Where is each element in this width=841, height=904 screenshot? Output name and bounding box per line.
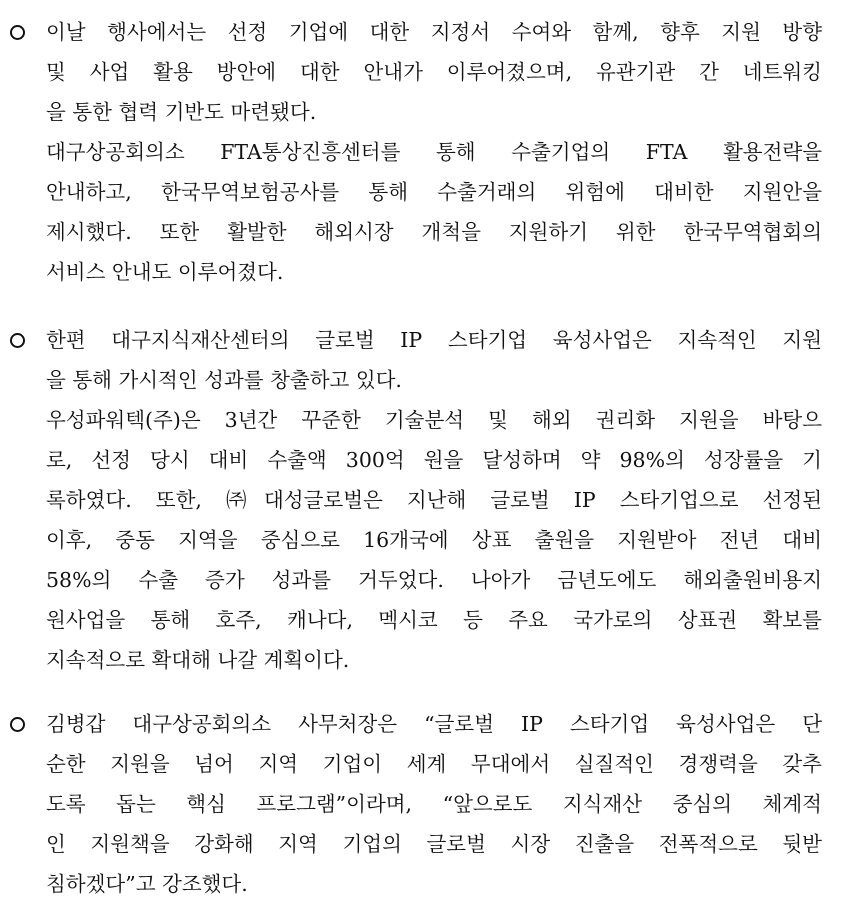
text-line: 서비스 안내도 이루어졌다. (46, 260, 284, 284)
text-line: 을 통해 가시적인 성과를 창출하고 있다. (46, 368, 402, 392)
text-line: 김병갑 대구상공회의소 사무처장은 “글로벌 IP 스타기업 육성사업은 단 (46, 712, 822, 736)
text-line: 이후, 중동 지역을 중심으로 16개국에 상표 출원을 지원받아 전년 대비 (46, 528, 822, 552)
text-line: 및 사업 활용 방안에 대한 안내가 이루어졌으며, 유관기관 간 네트워킹 (46, 60, 822, 84)
text-line: 지속적으로 확대해 나갈 계획이다. (46, 648, 350, 672)
text-line: 한편 대구지식재산센터의 글로벌 IP 스타기업 육성사업은 지속적인 지원 (46, 328, 822, 352)
text-line: 도록 돕는 핵심 프로그램”이라며, “앞으로도 지식재산 중심의 체계적 (46, 792, 822, 816)
text-line: 원사업을 통해 호주, 캐나다, 멕시코 등 주요 국가로의 상표권 확보를 (46, 608, 822, 632)
text-line: 록하였다. 또한, ㈜대성글로벌은 지난해 글로벌 IP 스타기업으로 선정된 (46, 488, 822, 512)
text-line: 우성파워텍(주)은 3년간 꾸준한 기술분석 및 해외 권리화 지원을 바탕으 (46, 408, 822, 432)
text-line: 제시했다. 또한 활발한 해외시장 개척을 지원하기 위한 한국무역협회의 (46, 220, 822, 244)
text-line: 순한 지원을 넘어 지역 기업이 세계 무대에서 실질적인 경쟁력을 갖추 (46, 752, 822, 776)
text-line: 침하겠다”고 강조했다. (46, 872, 248, 896)
circle-bullet-icon (10, 333, 25, 348)
text-line: 대구상공회의소 FTA통상진흥센터를 통해 수출기업의 FTA 활용전략을 (46, 140, 822, 164)
circle-bullet-icon (10, 25, 25, 40)
text-line: 58%의 수출 증가 성과를 거두었다. 나아가 금년도에도 해외출원비용지 (46, 568, 822, 592)
text-line: 이날 행사에서는 선정 기업에 대한 지정서 수여와 함께, 향후 지원 방향 (46, 20, 822, 44)
text-line: 인 지원책을 강화해 지역 기업의 글로벌 시장 진출을 전폭적으로 뒷받 (46, 832, 822, 856)
text-line: 안내하고, 한국무역보험공사를 통해 수출거래의 위험에 대비한 지원안을 (46, 180, 822, 204)
text-line: 로, 선정 당시 대비 수출액 300억 원을 달성하며 약 98%의 성장률을 기 (46, 448, 822, 472)
text-line: 을 통한 협력 기반도 마련됐다. (46, 100, 317, 124)
circle-bullet-icon (10, 717, 25, 732)
